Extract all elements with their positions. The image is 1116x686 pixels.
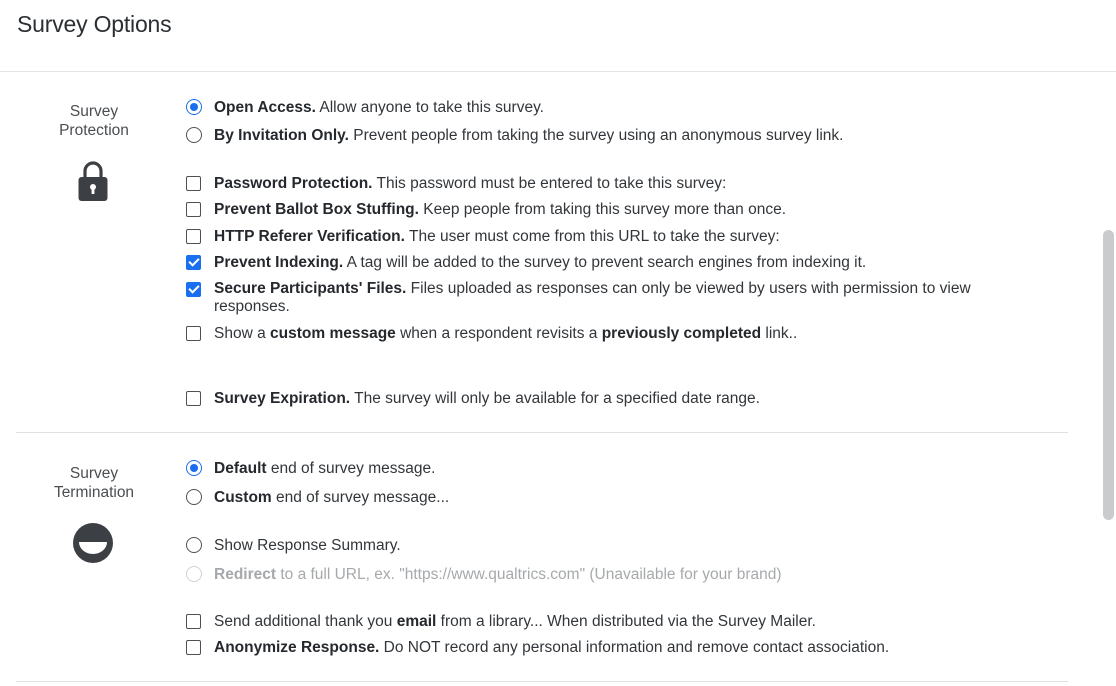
survey-expiration-option[interactable]: Survey Expiration. The survey will only be available for a specified date range. xyxy=(186,389,760,408)
custom-message-checkbox[interactable] xyxy=(186,326,201,341)
custom-message-end-radio[interactable] xyxy=(186,489,202,505)
ballot-box-option[interactable]: Prevent Ballot Box Stuffing. Keep people from taking this survey more than once. xyxy=(186,200,786,219)
open-access-option[interactable]: Open Access. Allow anyone to take this survey. xyxy=(186,98,544,117)
section-divider xyxy=(16,432,1068,433)
default-message-radio[interactable] xyxy=(186,460,202,476)
page-title: Survey Options xyxy=(17,11,172,37)
survey-expiration-checkbox[interactable] xyxy=(186,391,201,406)
custom-message-end-option[interactable]: Custom end of survey message... xyxy=(186,488,449,507)
scrollbar[interactable] xyxy=(1100,72,1116,686)
smile-icon xyxy=(72,522,114,564)
ballot-box-checkbox[interactable] xyxy=(186,202,201,217)
prevent-indexing-option[interactable]: Prevent Indexing. A tag will be added to the survey to prevent search engines from indexing it. xyxy=(186,253,866,272)
http-referer-option[interactable]: HTTP Referer Verification. The user must come from this URL to take the survey: xyxy=(186,227,780,246)
anonymize-response-option[interactable]: Anonymize Response. Do NOT record any personal information and remove contact association. xyxy=(186,638,889,657)
section-label-termination: Survey Termination xyxy=(53,465,135,501)
http-referer-checkbox[interactable] xyxy=(186,229,201,244)
password-protection-option[interactable]: Password Protection. This password must be entered to take this survey: xyxy=(186,174,726,193)
secure-files-option[interactable]: Secure Participants' Files. Files uploaded as responses can only be viewed by users with permission to view responses. xyxy=(186,280,1014,316)
thank-you-email-checkbox[interactable] xyxy=(186,614,201,629)
secure-files-checkbox[interactable] xyxy=(186,282,201,297)
password-protection-checkbox[interactable] xyxy=(186,176,201,191)
by-invitation-option[interactable]: By Invitation Only. Prevent people from taking the survey using an anonymous survey link. xyxy=(186,126,843,145)
header-bar xyxy=(0,0,1116,72)
thank-you-email-option[interactable]: Send additional thank you email from a library... When distributed via the Survey Mailer. xyxy=(186,612,816,631)
section-divider-bottom xyxy=(16,681,1068,682)
section-label-protection: Survey Protection xyxy=(59,103,129,139)
prevent-indexing-checkbox[interactable] xyxy=(186,255,201,270)
open-access-radio[interactable] xyxy=(186,99,202,115)
custom-message-option[interactable]: Show a custom message when a respondent revisits a previously completed link.. xyxy=(186,324,797,343)
scrollbar-thumb[interactable] xyxy=(1103,230,1114,520)
redirect-option: Redirect to a full URL, ex. "https://www.qualtrics.com" (Unavailable for your brand) xyxy=(186,565,782,584)
by-invitation-radio[interactable] xyxy=(186,127,202,143)
lock-icon xyxy=(77,159,109,203)
response-summary-radio[interactable] xyxy=(186,537,202,553)
anonymize-response-checkbox[interactable] xyxy=(186,640,201,655)
response-summary-option[interactable]: Show Response Summary. xyxy=(186,536,401,555)
redirect-radio xyxy=(186,566,202,582)
default-message-option[interactable]: Default end of survey message. xyxy=(186,459,435,478)
